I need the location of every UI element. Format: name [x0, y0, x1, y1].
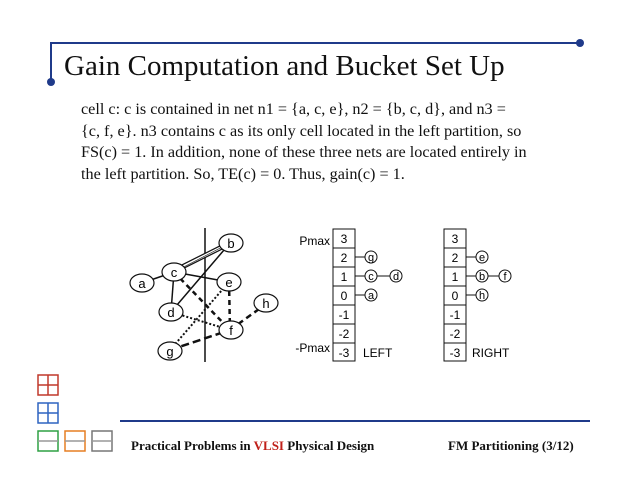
left-entry-c: c: [368, 271, 374, 283]
left-level-3: 3: [340, 232, 348, 246]
graph-node-c: [162, 263, 186, 281]
right-entry-b: b: [478, 271, 486, 283]
left-level-0: 0: [340, 289, 348, 303]
pmax-label: Pmax: [299, 234, 330, 248]
left-bucket-label: LEFT: [363, 346, 393, 360]
right-level-3: 3: [451, 232, 459, 246]
graph-edges: [142, 243, 266, 350]
left-level-2: 2: [340, 251, 348, 265]
graph-node-h: [254, 294, 278, 312]
right-level-m3: -3: [449, 346, 461, 360]
logo-graphic: [38, 375, 112, 451]
graph-node-f: [219, 321, 243, 339]
left-level-1: 1: [340, 270, 348, 284]
graph-node-b: [219, 234, 243, 252]
footer-vlsi: VLSI: [253, 438, 284, 453]
graph-node-a: [130, 274, 154, 292]
footer-rule: [120, 420, 590, 422]
svg-text:g: g: [166, 344, 174, 359]
paragraph-line-2: {c, f, e}. n3 contains c as its only cell located in the left partition, so: [81, 121, 522, 140]
right-entry-f: f: [503, 271, 507, 283]
footer-pre: Practical Problems in: [131, 438, 254, 453]
svg-text:c: c: [170, 265, 178, 280]
left-level-m3: -3: [338, 346, 350, 360]
slide-title: Gain Computation and Bucket Set Up: [64, 50, 505, 82]
svg-text:f: f: [229, 323, 233, 338]
paragraph-line-1: cell c: c is contained in net n1 = {a, c, e}, n2 = {b, c, d}, and n3 =: [81, 100, 506, 118]
svg-text:b: b: [227, 236, 235, 251]
footer-slide-number: FM Partitioning (3/12): [448, 438, 574, 453]
graph-node-g: [158, 342, 182, 360]
svg-text:e: e: [225, 275, 233, 290]
svg-text:h: h: [262, 296, 270, 311]
paragraph-line-3: FS(c) = 1. In addition, none of these three nets are located entirely in: [81, 143, 527, 161]
graph-node-d: [159, 303, 183, 321]
neg-pmax-label: -Pmax: [295, 341, 330, 355]
right-level-2: 2: [451, 251, 459, 265]
graph-node-e: [217, 273, 241, 291]
right-level-0: 0: [451, 289, 459, 303]
svg-text:d: d: [167, 305, 175, 320]
svg-text:a: a: [138, 276, 146, 291]
right-bucket: [444, 229, 511, 361]
left-entry-a: a: [367, 290, 375, 302]
right-level-1: 1: [451, 270, 459, 284]
left-entry-d: d: [392, 271, 400, 283]
paragraph-line-4: the left partition. So, TE(c) = 0. Thus, gain(c) = 1.: [81, 164, 405, 183]
right-level-m1: -1: [449, 308, 461, 322]
right-level-m2: -2: [449, 327, 461, 341]
footer-course-title: [131, 438, 374, 454]
left-entry-g: g: [367, 252, 375, 264]
left-bucket: [295, 229, 402, 361]
footer-post: Physical Design: [284, 438, 375, 453]
left-level-m2: -2: [338, 327, 350, 341]
left-level-m1: -1: [338, 308, 350, 322]
right-entry-e: e: [478, 252, 486, 264]
right-bucket-label: RIGHT: [472, 346, 510, 360]
right-entry-h: h: [478, 290, 486, 302]
